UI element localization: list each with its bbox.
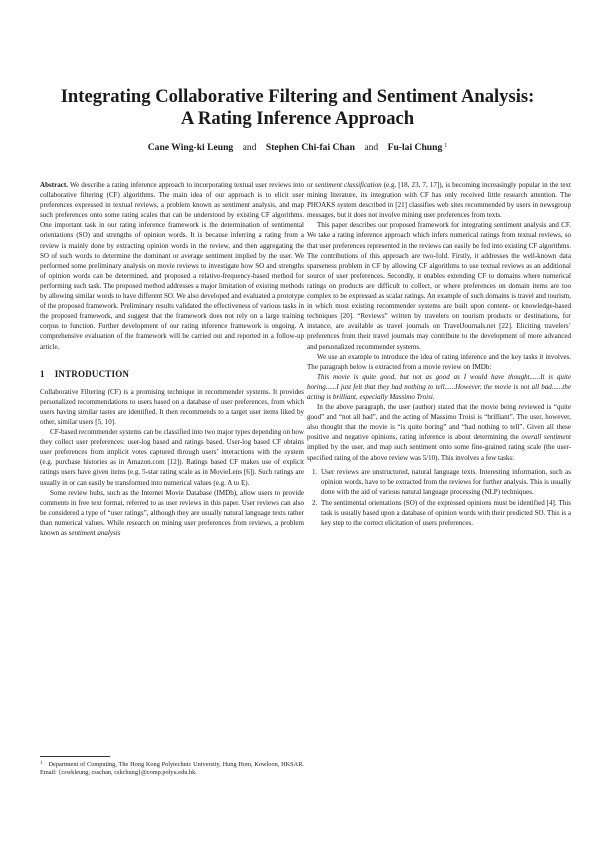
continued-emphasis: sentiment classification [314, 181, 382, 189]
intro-paragraph-3-emphasis: sentiment analysis [68, 529, 121, 537]
paragraph-6-text-a: In the above paragraph, the user (author) stated that the movie being reviewed is “quite good” and “not all bad”, and the acting of Massimo Troisi is “brilliant”. The user, however, also thought that the movie is “is quite boring” and “had nothing to tell”. Given all these positive and negative opinions, rating inference is about determining the [307, 403, 571, 442]
author-3: Fu-lai Chung [387, 142, 443, 153]
section-number: 1 [40, 368, 45, 379]
footnote-rule [40, 756, 110, 757]
author-1: Cane Wing-ki Leung [147, 142, 234, 153]
intro-paragraph-1: Collaborative Filtering (CF) is a promising technique in recommender systems. It provides personalized recommendations to users based on a database of user preferences, from which users having similar tastes are identified. It then recommends to a target user items liked by other, similar users [5, 10]. [40, 387, 304, 426]
abstract-text: We describe a rating inference approach to incorporating textual user reviews into collaborative filtering (CF) algorithms. The main idea of our approach is to elicit user preferences expressed in textual reviews, a problem known as sentiment analysis, and map such preferences onto some rating scales that can be understood by existing CF algorithms. One important task in our rating inference framework is the determination of sentimental orientations (SO) and strengths of opinion words. It is because inferring a rating from a review is mainly done by extracting opinion words in the review, and then aggregating the SO of such words to determine the dominant or average sentiment implied by the user. We performed some preliminary analysis on movie reviews to investigate how SO and strengths of opinion words can be determined, and proposed a relative-frequency-based method for performing such task. The proposed method addresses a major limitation of existing methods by allowing similar words to have different SO. We also developed and evaluated a prototype of the proposed framework. Preliminary results validated the effectiveness of various tasks in the proposed framework, and suggest that the framework does not rely on a large training corpus to function. Further development of our rating inference framework is ongoing. A comprehensive evaluation of the framework will be carried out and reported in a follow-up article. [40, 181, 305, 351]
paragraph-6-emphasis: overall sentiment [521, 433, 571, 442]
footnote [40, 756, 304, 777]
continued-prefix: or [307, 181, 315, 189]
abstract-label: Abstract. [40, 181, 68, 189]
intro-paragraph-5: We use an example to introduce the idea of rating inference and the key tasks it involves. The paragraph below is extracted from a movie review on IMDb: [307, 352, 571, 371]
intro-paragraph-2: CF-based recommender systems can be classified into two major types depending on how they collect user preferences: user-log based and ratings based. User-log based CF obtains user preferences from implicit votes captured through users’ interactions with the system (e.g. purchase histories as in Amazon.com [12]). Ratings based CF makes use of explicit ratings users have given items (e.g. 5-star rating scale as in MovieLens [6]). Such ratings are usually in or can easily be transformed into numerical values (e.g. A to E). [40, 428, 304, 487]
intro-paragraph-3 [40, 488, 304, 538]
author-2: Stephen Chi-fai Chan [265, 142, 355, 153]
abstract [40, 180, 304, 352]
review-quote: This movie is quite good, but not as good as I would have thought......It is quite boring......I just felt that they had nothing to tell......However, the movie is not all bad......the acting is brilliant, especially Massimo Troisi. [307, 372, 571, 401]
intro-paragraph-4: This paper describes our proposed framework for integrating sentiment analysis and CF. We take a rating inference approach which infers numerical ratings from textual reviews, so that user preferences represented in the reviews can easily be fed into existing CF algorithms. The contributions of this approach are two-fold. Firstly, it addresses the well-known data sparseness problem in CF by allowing CF algorithms to use textual reviews as an additional source of user preferences. Secondly, it enables extending CF to domains where numerical ratings on products are difficult to collect, or where preferences on domain items are too complex to be expressed as scalar ratings. An example of such domains is travel and tourism, in which most existing recommender systems are built upon content- or knowledge-based techniques [20]. “Reviews” written by travelers on tourism products or destinations, for instance, are available as travel journals on TravelJournals.net [22]. Eliciting travelers’ preferences from their travel journals may contribute to the development of more advanced and personalized recommender systems. [307, 221, 571, 351]
author-separator: and [364, 142, 379, 153]
paper-title: Integrating Collaborative Filtering and Sentiment Analysis: A Rating Inference Approach [60, 86, 535, 129]
task-list-item: 1. User reviews are unstructured, natural language texts. Interesting information, such as opinion words, have to be extracted from the reviews for further analysis. This is usually done with the aid of various natural language processing (NLP) techniques. [319, 467, 571, 497]
footnote-text: Department of Computing, The Hong Kong Polytechnic University, Hung Hom, Kowloon, HKSAR. Email: {cswkleung, csschan, cskchung}@comp.polyu.edu.hk. [40, 761, 304, 777]
paragraph-6-text-b: implied by the user, and map such sentiment onto some fine-grained rating scale (the user-specified rating of the above review was 5/10). This involves a few tasks: [307, 443, 571, 462]
left-column [40, 180, 304, 538]
author-separator: and [242, 142, 257, 153]
task-list [307, 467, 571, 529]
right-column [307, 180, 571, 529]
task-list-item: 2. The sentimental orientations (SO) of the expressed opinions must be identified [4]. This task is usually based upon a database of opinion words with their predicted SO. This is a key step to the correct elicitation of users preferences. [319, 498, 571, 528]
section-heading [40, 369, 304, 379]
intro-paragraph-6 [307, 402, 571, 463]
intro-paragraph-3-text: Some review hubs, such as the Internet Movie Database (IMDb), allow users to provide comments in free text format, referred to as user reviews in this paper. User reviews can also be considered a type of “user ratings”, although they are usually natural language texts rather than numerical values. While research on mining user preferences from reviews, a problem known as [40, 488, 304, 537]
continued-text: (e.g. [18, 23, 7, 17]), is becoming increasingly popular in the text mining literature, its integration with CF has only received little research attention. The PHOAKS system described in [21] classifies web sites recommended by users in newsgroup messages, but it does not involve mining user preferences from texts. [307, 181, 571, 220]
intro-paragraph-3-continued [307, 180, 571, 220]
section-title: INTRODUCTION [54, 368, 130, 379]
footnote-marker: 1 [444, 143, 448, 149]
footnote-mark: 1 [40, 761, 43, 766]
author-line [60, 140, 535, 154]
